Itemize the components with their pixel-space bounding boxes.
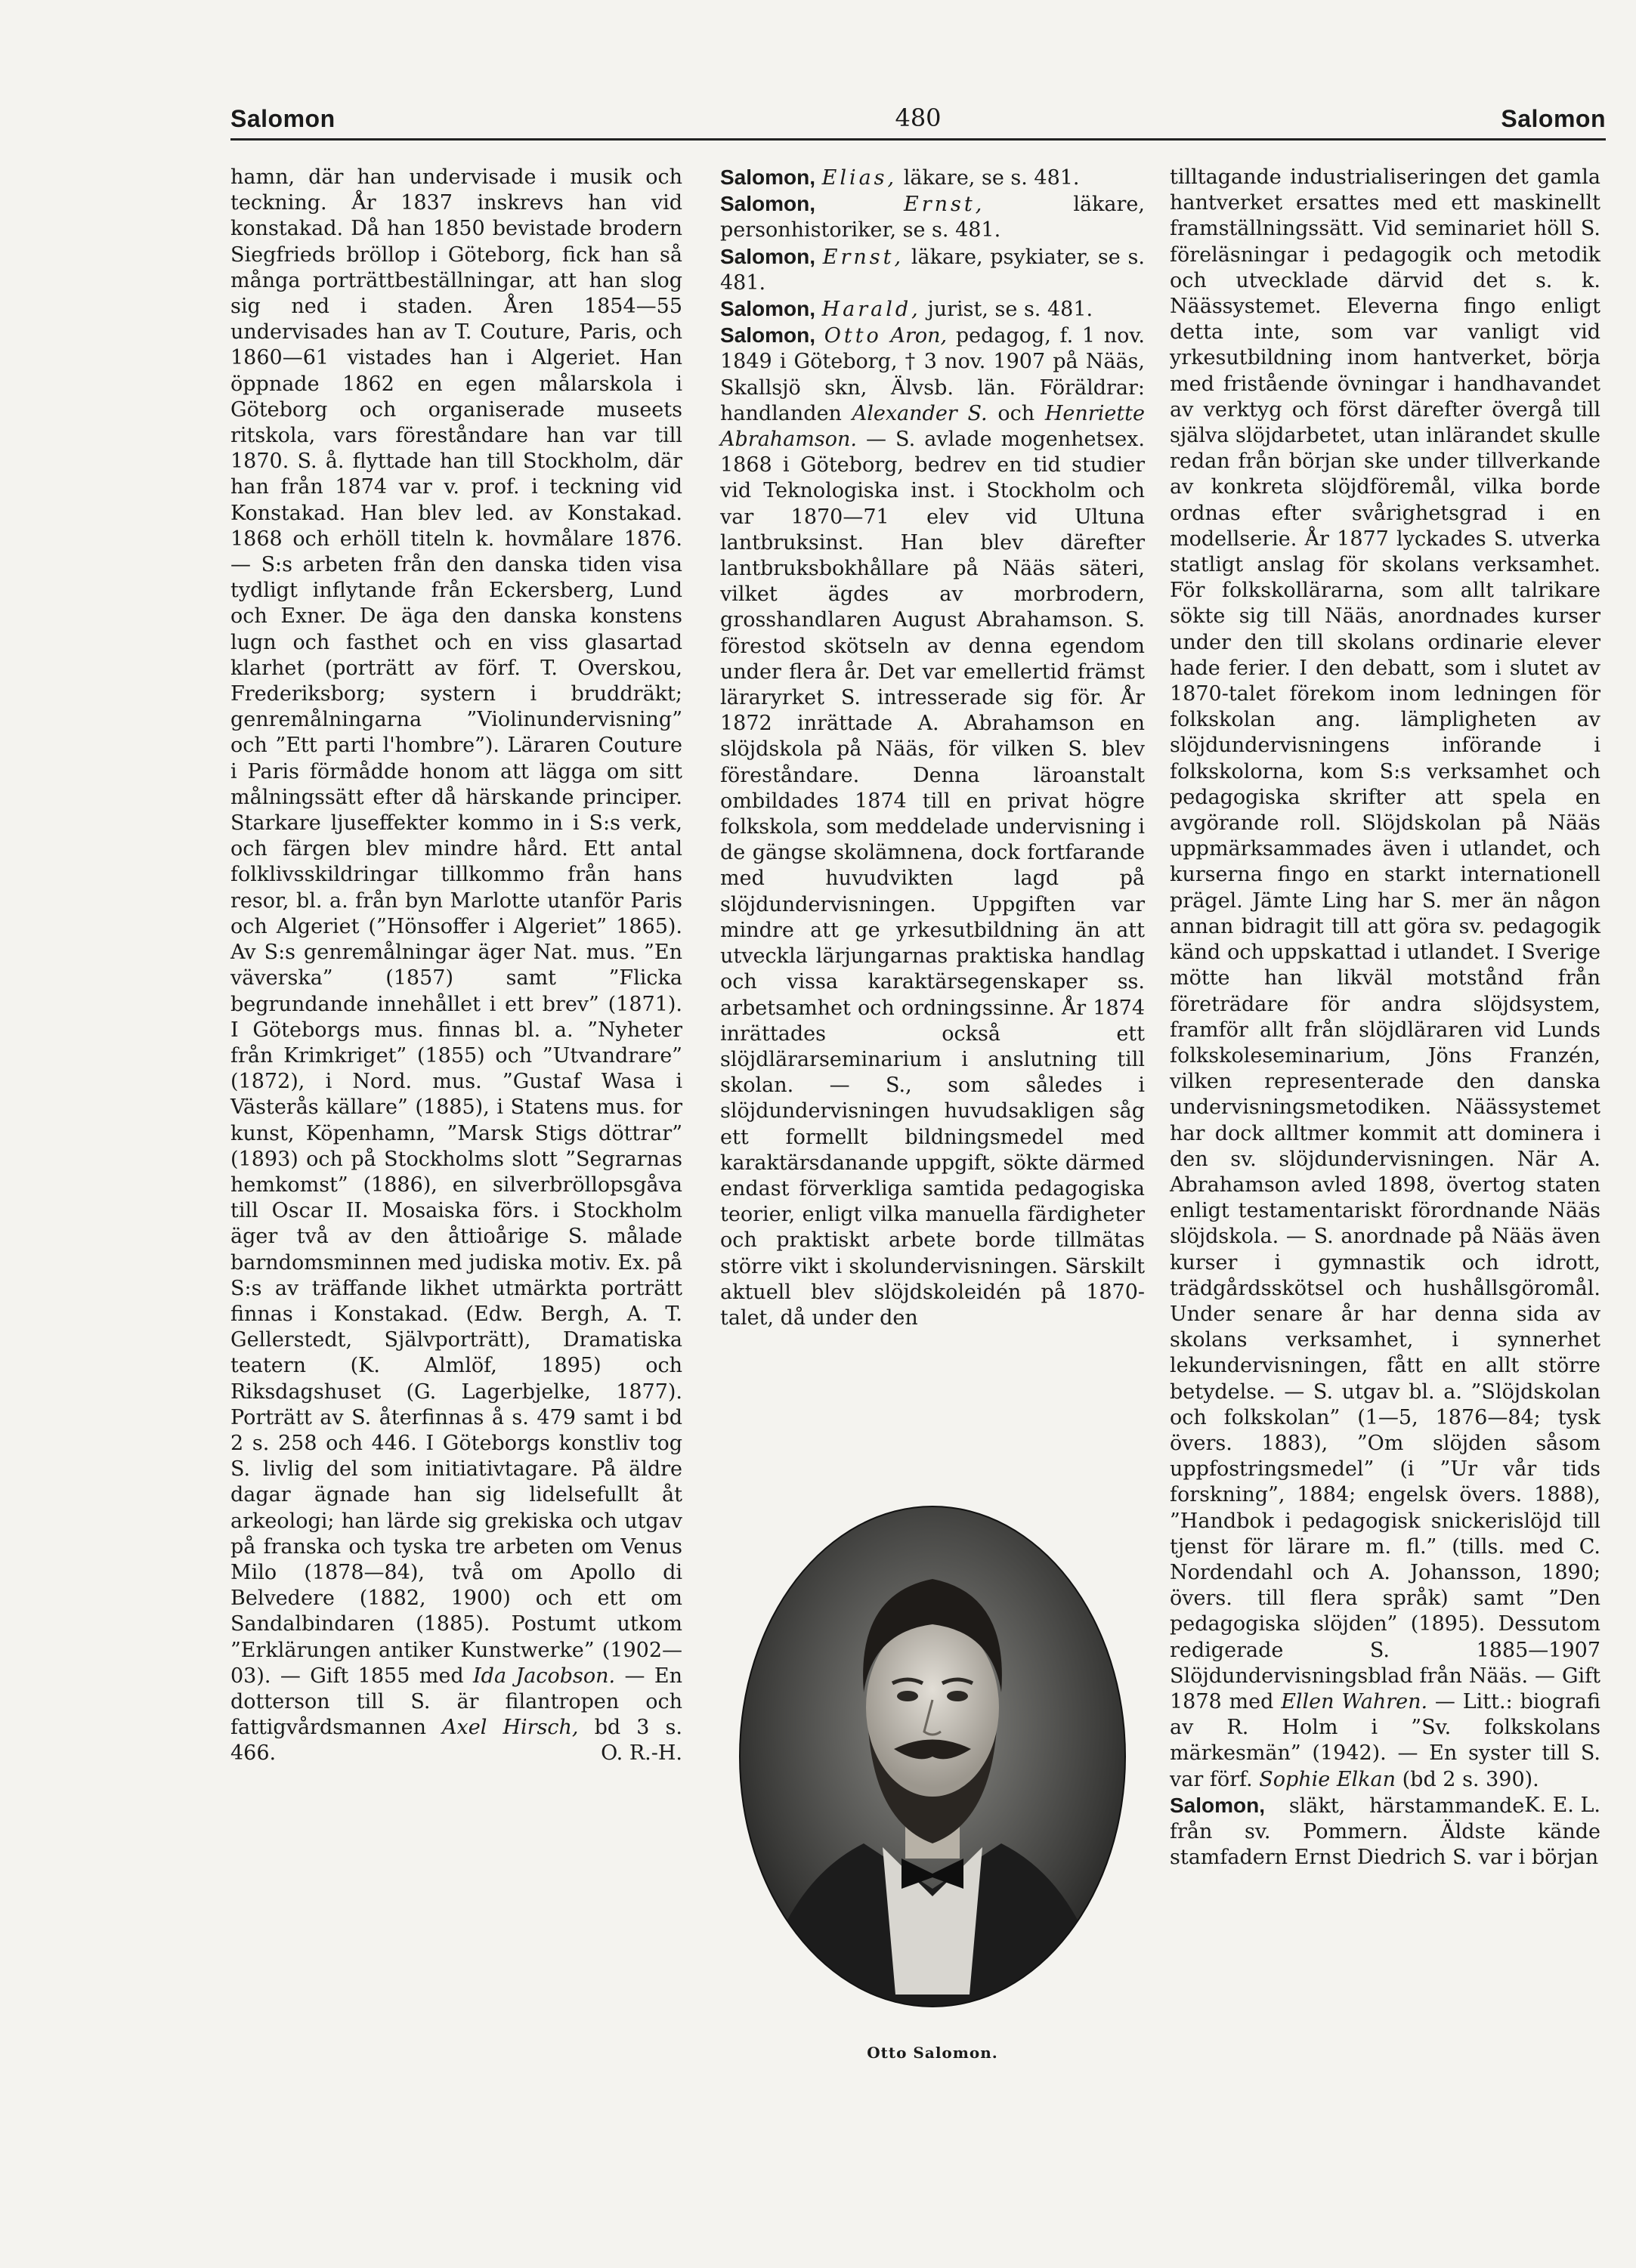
col1-spouse: Ida Jacobson. xyxy=(473,1664,616,1688)
column-2 xyxy=(720,165,1145,1331)
portrait-caption: Otto Salomon. xyxy=(867,2044,998,2062)
col3-litt: — Litt.: biografi av R. Holm i ”Sv. folkskolans märkesmän” (1942). — En syster till S. var förf. xyxy=(1170,1689,1600,1791)
column-1 xyxy=(230,165,682,1767)
entry-text: jurist, se s. 481. xyxy=(927,298,1093,322)
entry-father: Alexander S. xyxy=(852,401,988,425)
entry-second-name: Aron, xyxy=(890,324,948,348)
entry-lemma: Salomon, xyxy=(720,192,816,216)
col3-wife: Ellen Wahren. xyxy=(1281,1689,1428,1713)
entry-first-name: Elias, xyxy=(821,166,898,190)
entry-lemma: Salomon, xyxy=(1170,1793,1266,1817)
col1-grandson: Axel Hirsch, xyxy=(442,1716,579,1740)
entry-text: läkare, se s. 481. xyxy=(903,166,1080,190)
col1-ref: bd 3 s. 466. xyxy=(230,1716,682,1766)
entry-text: läkare, psykiater, se s. 481. xyxy=(720,245,1145,295)
entry-and: och xyxy=(997,401,1035,425)
header-right-word: Salomon xyxy=(1501,105,1606,132)
entry-otto-aron xyxy=(720,323,1145,1331)
portrait-figure xyxy=(720,1466,1145,2040)
entry-harald xyxy=(720,296,1145,323)
entry-elias xyxy=(720,165,1145,191)
page-number: 480 xyxy=(895,104,942,132)
entry-first-name: Ernst, xyxy=(822,245,905,269)
col1-signature: O. R.-H. xyxy=(601,1741,682,1766)
entry-ernst-2 xyxy=(720,244,1145,296)
portrait-photo xyxy=(720,1466,1145,2040)
col1-body: hamn, där han undervisade i musik och teckning. År 1837 inskrevs han vid konstakad. Då han 1850 bevistade brodern Siegfrieds bröllop i Göteborg, fick han så många porträttbeställningar, att han slog sig ned i staden. Åren 1854—55 undervisades han av T. Couture, Paris, och 1860—61 vistades han i Algeriet. Han öppnade 1862 en egen målarskola i Göteborg och organiserade museets ritskola, vars föreståndare han var till 1870. S. å. flyttade han till Stockholm, där han från 1874 var v. prof. i teckning vid Konstakad. Han blev led. av Konstakad. 1868 och erhöll titeln k. hovmålare 1876. — S:s arbeten från den danska tiden visa tydligt inflytande från Eckersberg, Lund och Exner. De äga den danska konstens lugn och fasthet och en viss glasartad klarhet (porträtt av förf. T. Overskou, Frederiksborg; systern i bruddräkt; genremålningarna ”Violinundervisning” och ”Ett parti l'hombre”). Läraren Couture i Paris förmådde honom att lägga om sitt målningssätt efter då härskande principer. Starkare ljuseffekter kommo in i S:s verk, och färgen blev mindre hård. Ett antal folklivsskildringar tillkommo från hans resor, bl. a. från byn Marlotte utanför Paris och Algeriet (”Hönsoffer i Algeriet” 1865). Av S:s genremålningar äger Nat. mus. ”En väverska” (1857) samt ”Flicka begrundande innehållet i ett brev” (1871). I Göteborgs mus. finnas bl. a. ”Nyheter från Krimkriget” (1855) och ”Utvandrare” (1872), i Nord. mus. ”Gustaf Wasa i Västerås källare” (1885), i Statens mus. for kunst, Köpenhamn, ”Marsk Stigs döttrar” (1893) och på Stockholms slott ”Segrarnas hemkomst” (1886), en silverbröllopsgåva till Oscar II. Mosaiska förs. i Stockholm äger två av den åttioårige S. målade barndomsminnen med judiska motiv. Ex. på S:s av träffande likhet utmärkta porträtt finnas i Konstakad. (Edw. Bergh, A. T. Gellerstedt, Självporträtt), Dramatiska teatern (K. Almlöf, 1895) och Riksdagshuset (G. Lagerbjelke, 1877). Porträtt av S. återfinnas å s. 479 samt i bd 2 s. 258 och 446. I Göteborgs konstliv tog S. livlig del som initiativtagare. På äldre dagar ägnade han sig lidelsefullt åt arkeologi; han lärde sig grekiska och utgav på franska och tyska tre arbeten om Venus Milo (1878—84), två om Apollo di Belvedere (1882, 1900) och ett om Sandalbindaren (1885). Postumt utkom ”Erklärungen antiker Kunstwerke” (1902—03). — Gift 1855 med xyxy=(230,165,682,1688)
entry-text: läkare, personhistoriker, se s. 481. xyxy=(720,193,1145,243)
entry-text-1: pedagog, f. 1 nov. 1849 i Göteborg, † 3 nov. 1907 på Nääs, Skallsjö skn, Älvsb. län. Föräldrar: handlanden xyxy=(720,324,1145,425)
entry-lemma: Salomon, xyxy=(720,297,816,321)
col1-tail: — En dotterson till S. är filantropen och fattigvårdsmannen xyxy=(230,1664,682,1740)
entry-lemma: Salomon, xyxy=(720,244,816,268)
header-left-word: Salomon xyxy=(230,105,336,132)
running-header xyxy=(230,102,1606,141)
entry-lemma: Salomon, xyxy=(720,323,816,348)
col3-signature: K. E. L. xyxy=(1524,1793,1600,1817)
entry-lemma: Salomon, xyxy=(720,165,816,189)
entry-first-name: Ernst, xyxy=(904,193,985,217)
entry-text: släkt, härstammande från sv. Pommern. Äldste kände stamfadern Ernst Diedrich S. var i början xyxy=(1170,1794,1600,1870)
column-1-text xyxy=(230,165,682,1767)
col3-body: tilltagande industrialiseringen det gamla hantverket ersattes med ett maskinellt framställningssätt. Vid seminariet höll S. föreläsningar i pedagogik och metodik och utvecklade därvid det s. k. Näässystemet. Eleverna fingo enligt detta inte, som var vanligt vid yrkesutbildning inom hantverket, börja med fristående övningar i handhavandet av verktyg och först därefter övergå till själva slöjdarbetet, utan inlärandet skulle redan från början ske under tillverkande av konkreta slöjdföremål, vilka borde ordnas efter svårighetsgrad i en modellserie. År 1877 lyckades S. utverka statligt anslag för skolans verksamhet. För folkskollärarna, som allt talrikare sökte sig till Nääs, anordnades kurser under den till skolans ordinarie elever hade ferier. I den debatt, som i slutet av 1870-talet förekom inom ledningen för folkskolan ang. lämpligheten av slöjdundervisningens införande i folkskolorna, kom S:s verksamhet och pedagogiska skrifter att spela en avgörande roll. Slöjdskolan på Nääs uppmärksammades även i utlandet, och kurserna fingo en starkt internationell prägel. Jämte Ling har S. mer än någon annan bidragit till att göra sv. pedagogik känd och uppskattad i utlandet. I Sverige mötte han likväl motstånd från företrädare för andra slöjdsystem, framför allt från slöjdläraren vid Lunds folkskoleseminarium, Jöns Franzén, vilken representerade den danska undervisningsmetodiken. Näässystemet har dock alltmer kommit att dominera i den sv. slöjdundervisningen. När A. Abrahamson avled 1898, övertog staten enligt testamentariskt förordnande Nääs slöjdskola. — S. anordnade på Nääs även kurser i gymnastik och idrott, trädgårdsskötsel och hushållsgöromål. Under senare år har denna sida av skolans verksamhet, i synnerhet lekundervisningen, fått en allt större betydelse. — S. utgav bl. a. ”Slöjdskolan och folkskolan” (1—5, 1876—84; tysk övers. 1883), ”Om slöjden såsom uppfostringsmedel” (i ”Ur vår tids forskning”, 1884; engelsk övers. 1888), ”Handbok i pedagogisk snickerislöjd till tjenst för lärare m. fl.” (tills. med C. Nordendahl och A. Johansson, 1890; övers. till flera språk) samt ”Den pedagogiska slöjden” (1895). Dessutom redigerade S. 1885—1907 Slöjdundervisningsblad från Nääs. — Gift 1878 med xyxy=(1170,165,1600,1713)
entry-ernst-1 xyxy=(720,191,1145,243)
entry-first-name: Otto xyxy=(824,324,882,348)
entry-mother: Henriette Abrahamson. xyxy=(720,401,1146,452)
column-3 xyxy=(1170,165,1600,1871)
entry-first-name: Harald, xyxy=(821,298,921,322)
col3-sister-ref: (bd 2 s. 390). xyxy=(1402,1767,1539,1791)
col3-sister: Sophie Elkan xyxy=(1259,1767,1396,1791)
entry-text-2: — S. avlade mogenhetsex. 1868 i Göteborg, bedrev en tid studier vid Teknologiska inst. i Stockholm och var 1870—71 elev vid Ultuna lantbruksinst. Han blev därefter lantbruksbokhållare på Nääs säteri, vilket ägdes av morbrodern, grosshandlaren August Abrahamson. S. förestod skötseln av denna egendom under flera år. Det var emellertid främst läraryrket S. intresserade sig för. År 1872 inrättade A. Abrahamson en slöjdskola på Nääs, för vilken S. blev föreståndare. Denna läroanstalt ombildades 1874 till en privat högre folkskola, som meddelade undervisning i de gängse skolämnena, dock fortfarande med huvudvikten lagd på slöjdundervisningen. Uppgiften var mindre att ge yrkesutbildning än att utveckla lärjungarnas praktiska handlag och vissa karaktärsegenskaper ss. arbetsamhet och ordningssinne. År 1874 inrättades också ett slöjdlärarseminarium i anslutning till skolan. — S., som således i slöjdundervisningen huvudsakligen såg ett formellt bildningsmedel med karaktärsdanande uppgift, sökte därmed endast förverkliga samtida pedagogiska teorier, enligt vilka manuella färdigheter och praktiskt arbete borde tillmätas större vikt i skolundervisningen. Särskilt aktuell blev slöjdskoleidén på 1870-talet, då under den xyxy=(720,428,1145,1330)
